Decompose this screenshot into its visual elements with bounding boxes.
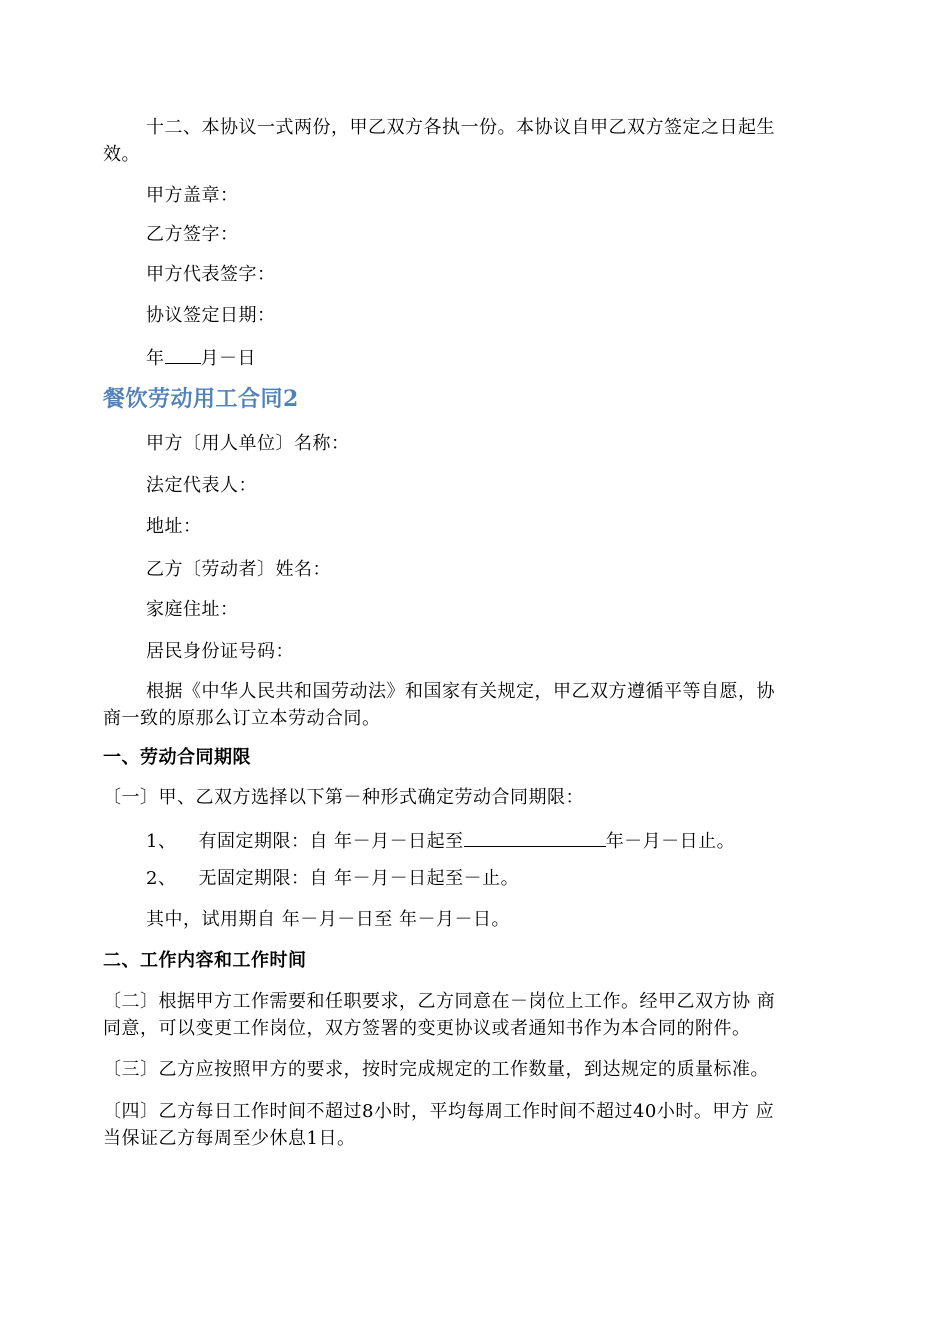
home-address-label: 家庭住址： (146, 599, 239, 620)
open-term-item (146, 866, 519, 892)
address-label: 地址： (146, 516, 202, 537)
employer-name-label: 甲方〔用人单位〕名称： (146, 433, 350, 454)
work-clause-2-line2: 同意，可以变更工作岗位，双方签署的变更协议或者通知书作为本合同的附件。 (103, 1018, 751, 1039)
date-rest-label: 月－日 (200, 348, 256, 369)
preamble-line1: 根据《中华人民共和国劳动法》和国家有关规定，甲乙双方遵循平等自愿，协 (146, 681, 775, 702)
open-term-text: 无固定期限：自 年－月－日起至－止。 (198, 868, 520, 889)
date-year-label: 年 (146, 348, 165, 369)
term-heading: 一、劳动合同期限 (103, 747, 251, 768)
sign-date-label: 协议签定日期： (146, 305, 276, 326)
employee-name-label: 乙方〔劳动者〕姓名： (146, 559, 331, 580)
work-clause-4-line2: 当保证乙方每周至少休息1日。 (103, 1128, 356, 1149)
party-a-rep-signature-label: 甲方代表签字： (146, 264, 276, 285)
work-clause-2-line1: 〔二〕根据甲方工作需要和任职要求，乙方同意在－岗位上工作。经甲乙双方协 商 (103, 991, 776, 1012)
work-clause-4-line1: 〔四〕乙方每日工作时间不超过8小时，平均每周工作时间不超过40小时。甲方 应 (103, 1101, 775, 1122)
contract-2-title: 餐饮劳动用工合同2 (103, 386, 299, 412)
date-blank (165, 343, 201, 364)
open-term-number: 2、 (146, 868, 177, 889)
party-b-signature-label: 乙方签字： (146, 224, 239, 245)
date-line (146, 343, 256, 372)
party-a-seal-label: 甲方盖章： (146, 185, 239, 206)
fixed-term-item (146, 826, 735, 855)
clause-12-line1: 十二、本协议一式两份，甲乙双方各执一份。本协议自甲乙双方签定之日起生 (146, 117, 775, 138)
term-intro: 〔一〕甲、乙双方选择以下第－种形式确定劳动合同期限： (103, 787, 584, 808)
clause-12-line2: 效。 (103, 144, 140, 165)
fixed-term-text-b: 年－月－日止。 (605, 831, 736, 852)
fixed-term-text-a: 有固定期限：自 年－月－日起至 (198, 831, 464, 852)
id-number-label: 居民身份证号码： (146, 641, 294, 662)
fixed-term-number: 1、 (146, 831, 177, 852)
work-clause-3: 〔三〕乙方应按照甲方的要求，按时完成规定的工作数量，到达规定的质量标准。 (103, 1059, 769, 1080)
probation-line: 其中，试用期自 年－月－日至 年－月－日。 (146, 909, 510, 930)
fixed-term-blank (464, 826, 606, 847)
work-heading: 二、工作内容和工作时间 (103, 950, 307, 971)
legal-rep-label: 法定代表人： (146, 475, 257, 496)
preamble-line2: 商一致的原那么订立本劳动合同。 (103, 708, 381, 729)
